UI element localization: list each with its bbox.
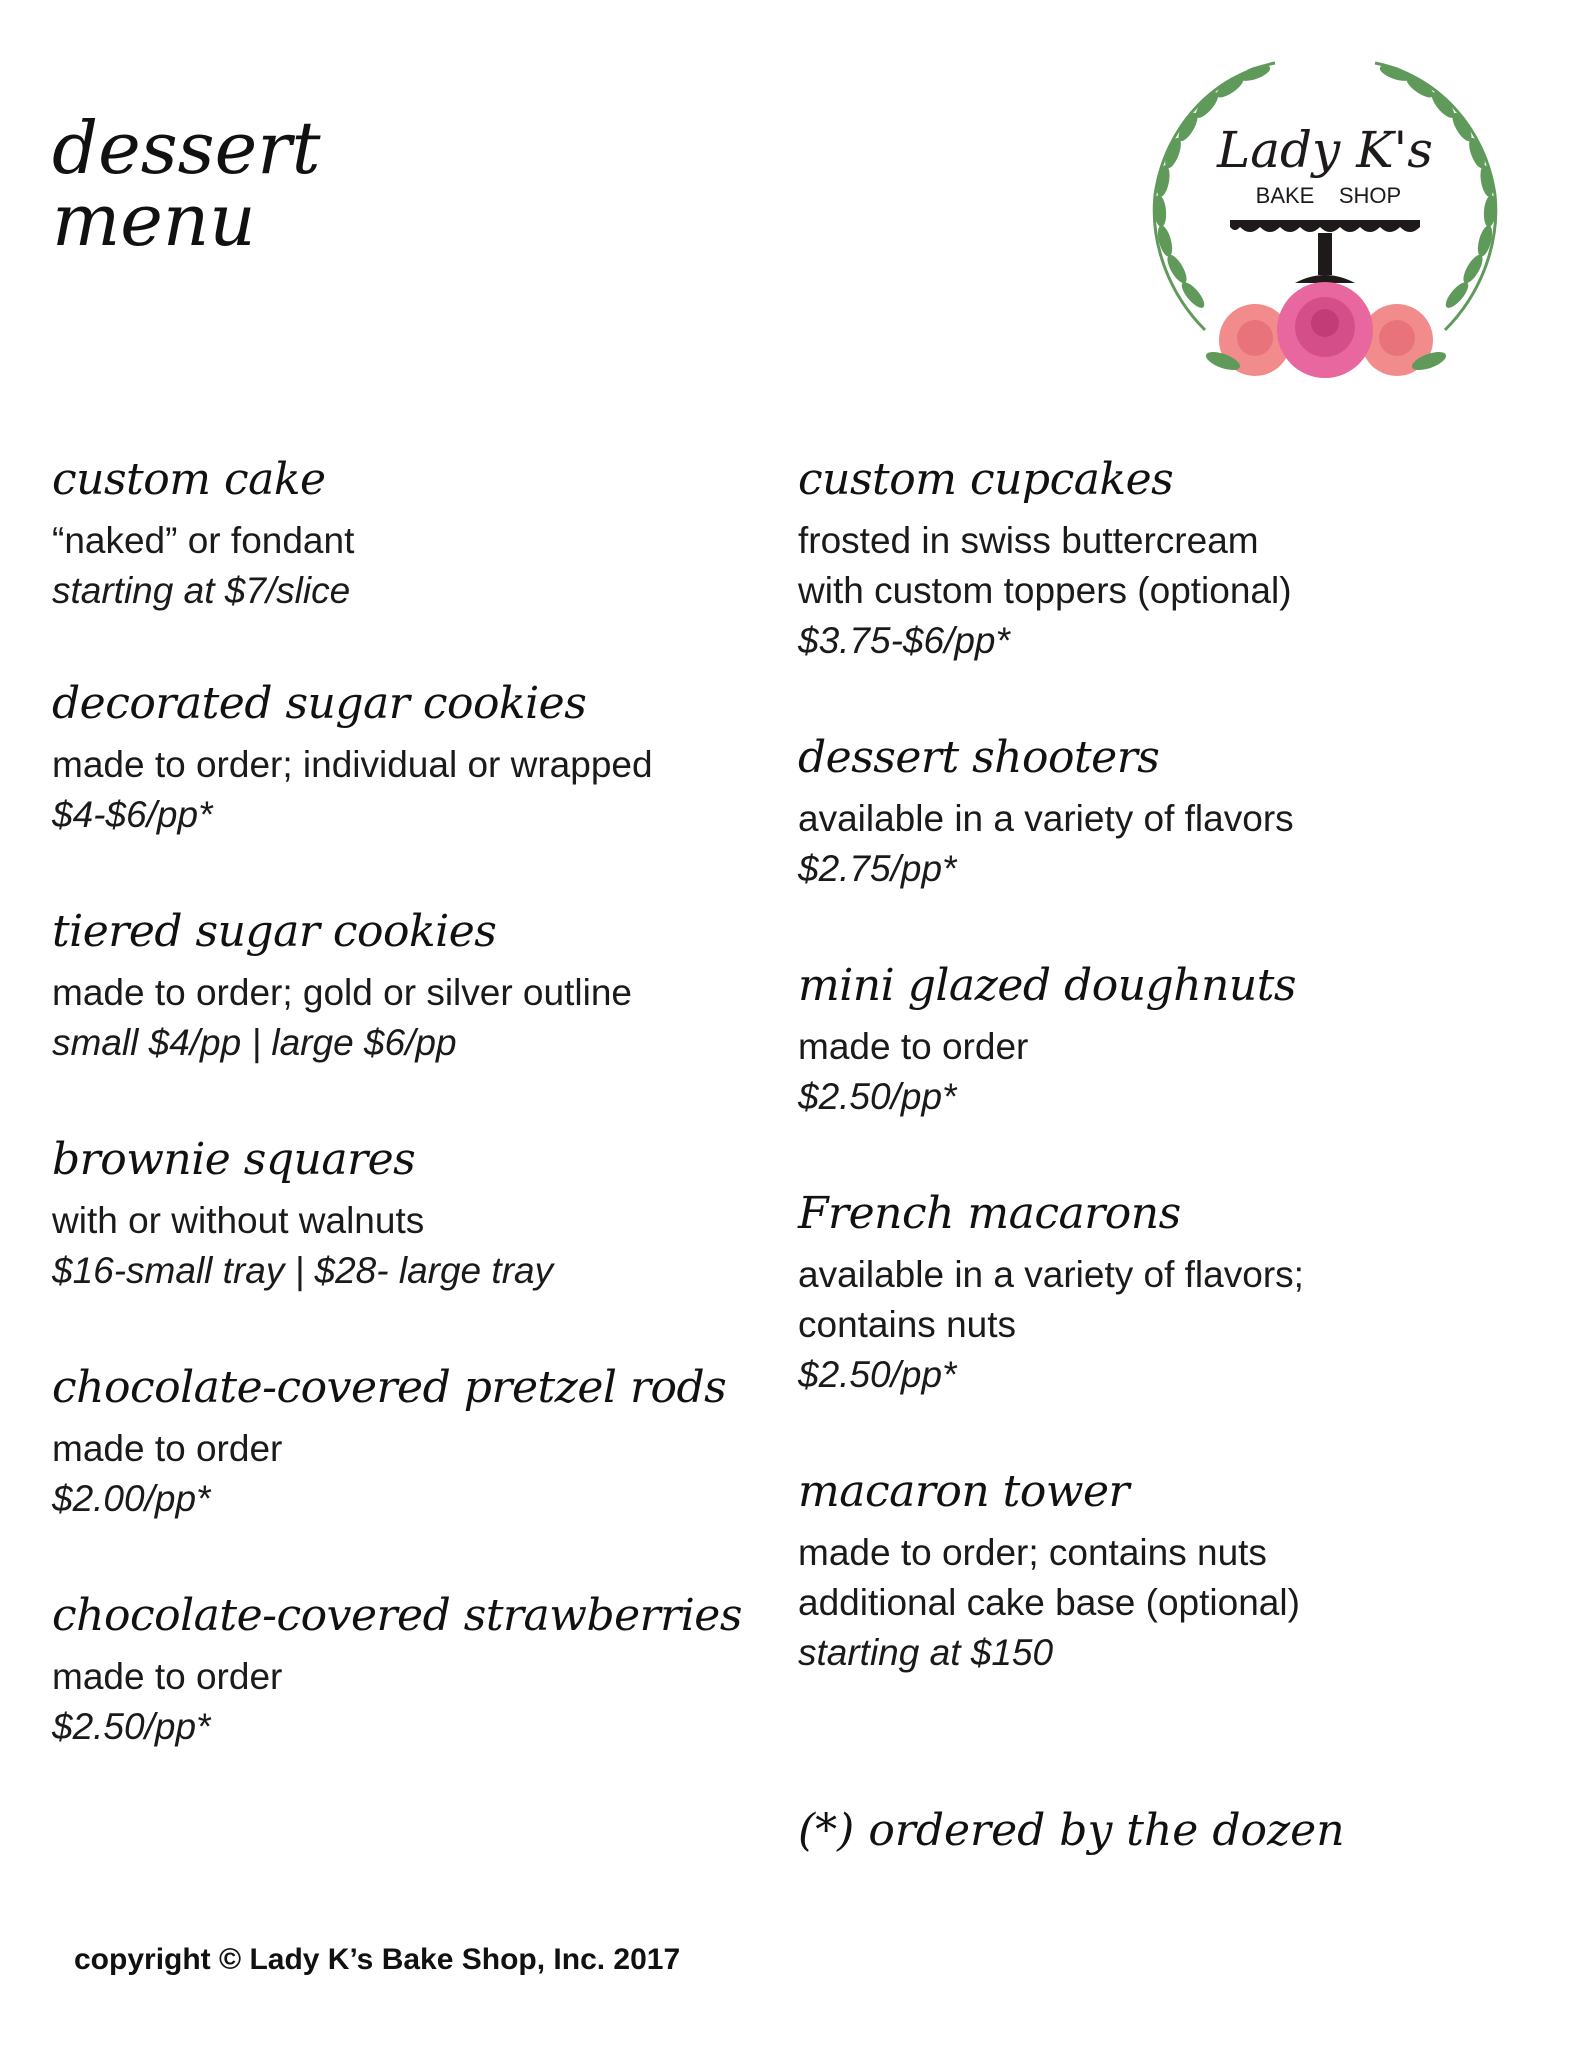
lady-ks-logo [1135, 55, 1515, 405]
item-name: macaron tower [798, 1466, 1130, 1517]
item-name: chocolate-covered pretzel rods [52, 1362, 727, 1413]
item-price: $2.50/pp* [798, 1354, 957, 1395]
item-price: starting at $7/slice [52, 570, 351, 611]
menu-column-left [52, 452, 772, 1752]
item-description: made to order [52, 1656, 283, 1697]
item-price: $3.75-$6/pp* [798, 620, 1010, 661]
item-name: brownie squares [52, 1134, 416, 1185]
item-price: $2.50/pp* [52, 1706, 211, 1747]
item-name: tiered sugar cookies [52, 906, 497, 957]
dozen-note: (*) ordered by the dozen [798, 1805, 1345, 1856]
item-price: $4-$6/pp* [52, 794, 213, 835]
item-name: custom cake [52, 454, 326, 505]
item-description: frosted in swiss buttercream [798, 520, 1259, 561]
item-description: made to order; gold or silver outline [52, 972, 632, 1013]
item-name: custom cupcakes [798, 454, 1174, 505]
menu-column-right [798, 452, 1518, 1678]
item-description: with custom toppers (optional) [798, 570, 1292, 611]
item-name: chocolate-covered strawberries [52, 1590, 742, 1641]
logo-sub-left: BAKE [1255, 183, 1315, 208]
item-price: starting at $150 [798, 1632, 1054, 1673]
copyright-footer: copyright © Lady K’s Bake Shop, Inc. 2017 [74, 1943, 681, 1976]
item-name: decorated sugar cookies [52, 678, 587, 729]
item-price: $2.75/pp* [798, 848, 957, 889]
item-description: made to order; individual or wrapped [52, 744, 653, 785]
item-description: available in a variety of flavors [798, 798, 1294, 839]
item-description: made to order [798, 1026, 1029, 1067]
item-description: “naked” or fondant [52, 520, 355, 561]
item-description: available in a variety of flavors; [798, 1254, 1304, 1295]
item-description: with or without walnuts [52, 1200, 425, 1241]
menu-title-line1: dessert [52, 106, 321, 190]
item-description: contains nuts [798, 1304, 1017, 1345]
menu-item-custom-cupcakes [798, 452, 1518, 730]
item-description: additional cake base (optional) [798, 1582, 1300, 1623]
logo-sub-right: SHOP [1338, 183, 1402, 208]
menu-item-decorated-sugar-cookies [52, 676, 772, 904]
menu-item-chocolate-strawberries [52, 1588, 772, 1752]
item-price: $2.00/pp* [52, 1478, 211, 1519]
menu-item-pretzel-rods [52, 1360, 772, 1588]
menu-title [52, 106, 321, 262]
item-name: mini glazed doughnuts [798, 960, 1296, 1011]
logo-name: Lady K's [1217, 121, 1433, 179]
item-description: made to order; contains nuts [798, 1532, 1267, 1573]
item-price: small $4/pp | large $6/pp [52, 1022, 457, 1063]
menu-item-tiered-sugar-cookies [52, 904, 772, 1132]
menu-item-custom-cake [52, 452, 772, 676]
menu-item-mini-glazed-doughnuts [798, 958, 1518, 1186]
menu-item-brownie-squares [52, 1132, 772, 1360]
item-description: made to order [52, 1428, 283, 1469]
item-name: French macarons [798, 1188, 1181, 1239]
item-price: $16-small tray | $28- large tray [52, 1250, 554, 1291]
menu-title-line2: menu [52, 178, 256, 262]
menu-item-dessert-shooters [798, 730, 1518, 958]
menu-item-macaron-tower [798, 1464, 1518, 1678]
item-price: $2.50/pp* [798, 1076, 957, 1117]
menu-item-french-macarons [798, 1186, 1518, 1464]
peony-flowers-icon [1204, 282, 1449, 378]
cake-stand-icon [1230, 220, 1420, 283]
item-name: dessert shooters [798, 732, 1160, 783]
